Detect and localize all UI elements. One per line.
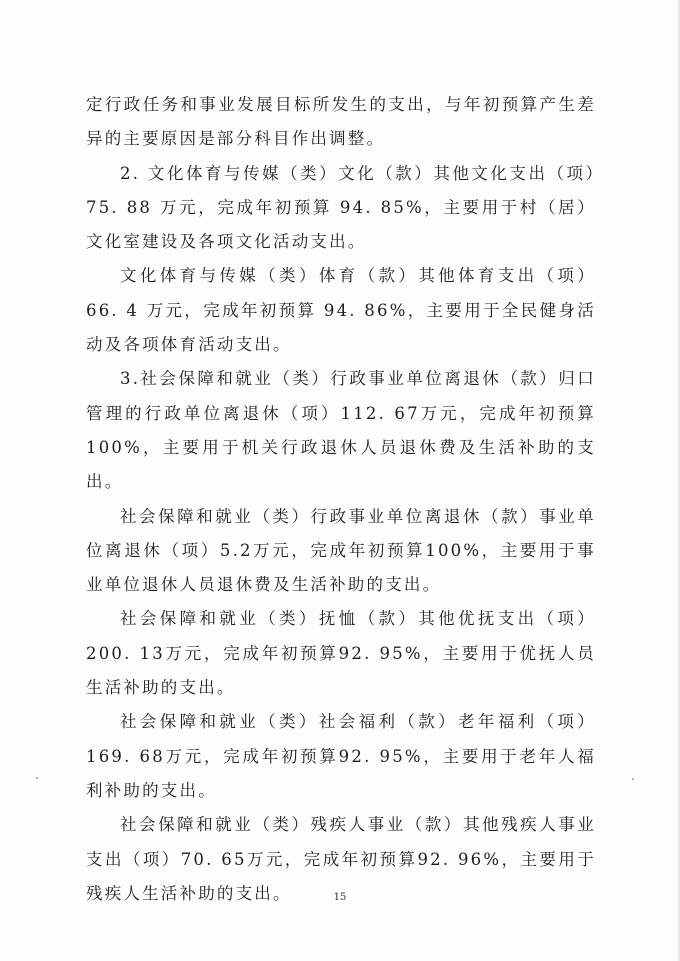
paragraph-sports-expense: 文化体育与传媒（类）体育（款）其他体育支出（项）66. 4 万元，完成年初预算 94. 86%，主要用于全民健身活动及各项体育活动支出。: [86, 266, 596, 355]
body-text: [86, 88, 596, 911]
paragraph-special-care: 社会保障和就业（类）抚恤（款）其他优抚支出（项）200. 13万元，完成年初预算92. 95%，主要用于优抚人员生活补助的支出。: [86, 609, 596, 698]
paragraph-admin-retirement: 3.社会保障和就业（类）行政事业单位离退休（款）归口管理的行政单位离退休（项）112. 67万元，完成年初预算100%，主要用于机关行政退休人员退休费及生活补助的支出。: [86, 369, 596, 492]
scan-speck: [632, 778, 634, 780]
page-number: 15: [333, 892, 347, 903]
paragraph-disability-affairs: 社会保障和就业（类）残疾人事业（款）其他残疾人事业支出（项）70. 65万元，完成年初预算92. 96%，主要用于残疾人生活补助的支出。: [86, 815, 596, 903]
paragraph-continuation: 定行政任务和事业发展目标所发生的支出，与年初预算产生差异的主要原因是部分科目作出调整。: [86, 95, 596, 149]
paragraph-institution-retirement: 社会保障和就业（类）行政事业单位离退休（款）事业单位离退休（项）5.2万元，完成年初预算100%，主要用于事业单位退休人员退休费及生活补助的支出。: [86, 506, 596, 595]
scan-speck: [36, 777, 38, 779]
paragraph-elderly-welfare: 社会保障和就业（类）社会福利（款）老年福利（项）169. 68万元，完成年初预算92. 95%，主要用于老年人福利补助的支出。: [86, 712, 596, 800]
paragraph-culture-expense: 2. 文化体育与传媒（类）文化（款）其他文化支出（项）75. 88 万元，完成年初预算 94. 85%，主要用于村（居）文化室建设及各项文化活动支出。: [86, 163, 596, 252]
